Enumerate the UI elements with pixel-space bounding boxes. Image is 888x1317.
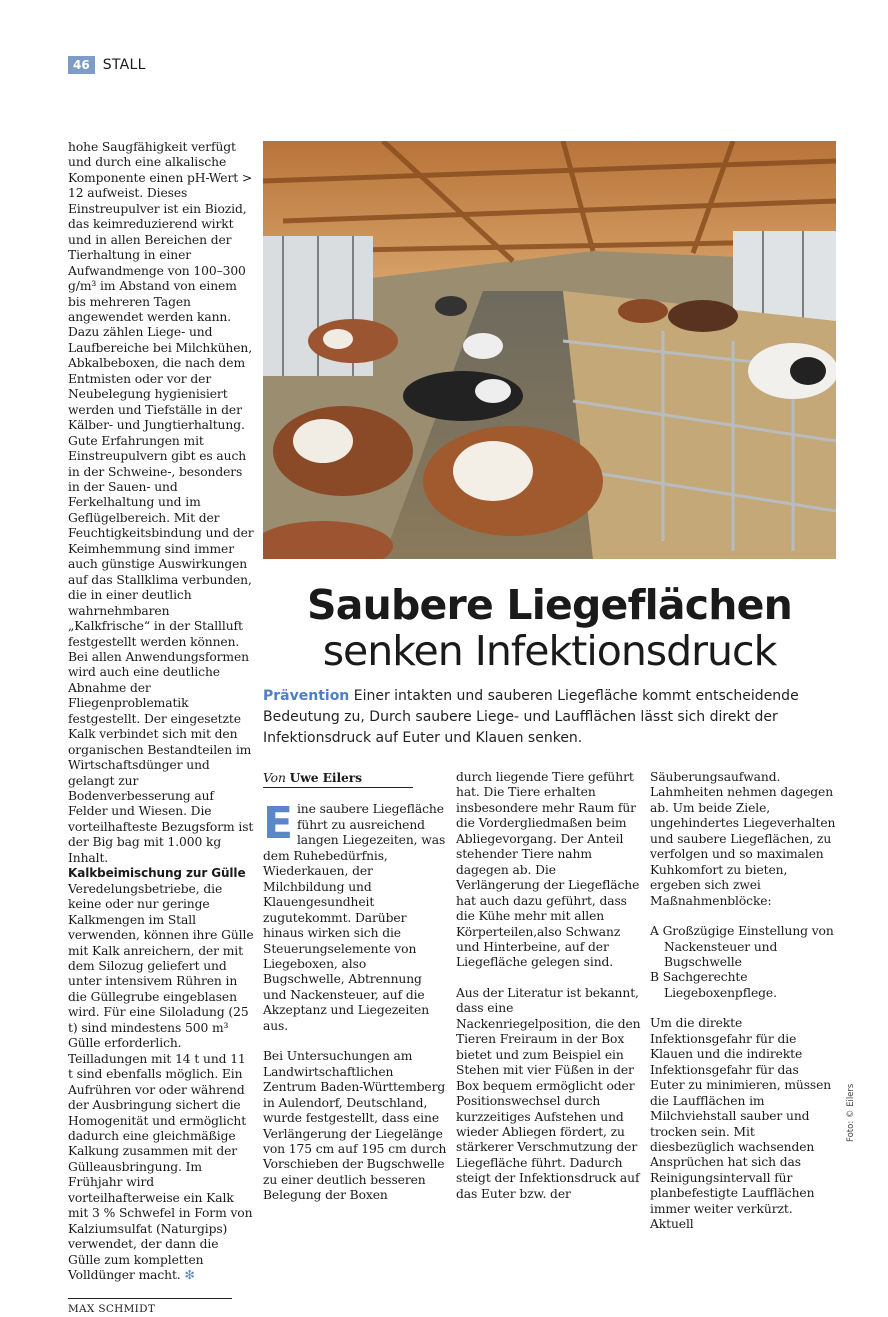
- author-name: Uwe Eilers: [289, 770, 362, 785]
- page-number: 46: [68, 56, 95, 74]
- paragraph: durch liegende Tiere geführt hat. Die Tiere erhalten insbesondere mehr Raum für die Vordergliedmaßen beim Abliegevorgang. Der Anteil stehender Tiere nahm dagegen ab. Die Verlängerung der Liegefläche hat auch dazu geführt, dass die Kühe mehr mit allen Körperteilen,also Schwanz und Hinterbeine, auf der Liegefläche gelegen sind.: [456, 770, 640, 970]
- subheading: Kalkbeimischung zur Gülle: [68, 866, 246, 881]
- lead-paragraph: [263, 686, 836, 749]
- barn-photo: [263, 141, 836, 559]
- text-column-3: [456, 770, 642, 1202]
- text-column-4: [650, 770, 836, 1233]
- paragraph: hohe Saugfähigkeit verfügt und durch eine alkalische Komponente einen pH-Wert > 12 aufweist. Dieses Einstreupulver ist ein Biozid, das keimreduzierend wirkt und in allen Bereichen der Tierhaltung in einer Aufwandmenge von 100–300 g/m³ im Abstand von einem bis mehreren Tagen angewendet werden kann. Dazu zählen Liege- und Laufbereiche bei Milchkühen, Abkalbeboxen, die nach dem Entmisten oder vor der Neubelegung hygienisiert werden und Tiefställe in der Kälber- und Jungtierhaltung. Gute Erfahrungen mit Einstreupulvern gibt es auch in der Schweine-, besonders in der Sauen- und Ferkelhaltung und im Geflügelbereich. Mit der Feuchtigkeitsbindung und der Keimhemmung sind immer auch günstige Auswirkungen auf das Stallklima verbunden, die in einer deutlich wahrnehmbaren „Kalkfrische“ in der Stallluft festgestellt werden können. Bei allen Anwendungsformen wird auch eine deutliche Abnahme der Fliegenproblematik festgestellt. Der eingesetzte Kalk verbindet sich mit den organischen Bestandteilen im Wirtschaftsdünger und gelangt zur Bodenverbesserung auf Felder und Wiesen. Die vorteilhafteste Bezugsform ist der Big bag mit 1.000 kg Inhalt.: [68, 140, 254, 865]
- byline-prefix: Von: [263, 771, 286, 785]
- measures-list: [650, 924, 836, 1001]
- paragraph: Säuberungsaufwand. Lahmheiten nehmen dagegen ab. Um beide Ziele, ungehindertes Liegeverhalten und saubere Liegeflächen, zu verfolgen und so maximalen Kuhkomfort zu bieten, ergeben sich zwei Maßnahmenblöcke:: [650, 770, 836, 908]
- paragraph: Um die direkte Infektionsgefahr für die Klauen und die indirekte Infektionsgefahr für das Euter zu minimieren, müssen die Laufflächen im Milchviehstall sauber und trocken sein. Mit diesbezüglich wachsenden Ansprüchen hat sich das Reinigungsintervall für planbefestigte Laufflächen immer weiter verkürzt. Aktuell: [650, 1016, 832, 1232]
- author-signature: MAX SCHMIDT: [68, 1298, 232, 1317]
- byline: [263, 770, 413, 788]
- text-column-1: [68, 140, 254, 1317]
- paragraph-text: ine saubere Liegefläche führt zu ausreichend langen Liegezeiten, was dem Ruhebedürfnis, Wiederkauen, der Milchbildung und Klauengesundheit zugutekommt. Darüber hinaus wirken sich die Steuerungselemente von Liegeboxen, also Bugschwelle, Abtrennung und Nackensteuer, auf die Akzeptanz und Liegezeiten aus.: [263, 802, 446, 1033]
- list-item: B Sachgerechte Liegeboxenpflege.: [650, 970, 777, 1000]
- cow-barn-image: [263, 141, 836, 559]
- paragraph: Aus der Literatur ist bekannt, dass eine Nackenriegelposition, die den Tieren Freiraum in der Box bietet und zum Beispiel ein Stehen mit vier Füßen in der Box bequem ermöglicht oder Positionswechsel durch kurzzeitiges Aufstehen und wieder Abliegen fördert, zu stärkerer Verschmutzung der Liegefläche führt. Dadurch steigt der Infektionsdruck auf das Euter bzw. der: [456, 985, 641, 1201]
- photo-credit: Foto: © Eilers: [846, 1083, 856, 1142]
- text-column-2: [263, 770, 449, 1204]
- paragraph: Bei Untersuchungen am Landwirtschaftlichen Zentrum Baden-Württemberg in Aulendorf, Deutschland, wurde festgestellt, dass eine Verlängerung der Liegelänge von 175 cm auf 195 cm durch Vorschieben der Bugschwelle zu einer deutlich besseren Belegung der Boxen: [263, 1049, 447, 1203]
- paragraph: [263, 798, 449, 1034]
- lead-kicker: Prävention: [263, 688, 350, 704]
- drop-cap: E: [263, 798, 293, 850]
- paragraph-text: Veredelungsbetriebe, die keine oder nur geringe Kalkmengen im Stall verwenden, können ihre Gülle mit Kalk anreichern, der mit dem Silozug geliefert und unter intensivem Rühren in die Güllegrube eingeblasen wird. Für eine Siloladung (25 t) sind mindestens 500 m³ Gülle erforderlich. Teilladungen mit 14 t und 11 t sind ebenfalls möglich. Ein Aufrühren vor oder während der Ausbringung sichert die Homogenität und ermöglicht dadurch eine gleichmäßige Kalkung zusammen mit der Gülleausbringung. Im Frühjahr wird vorteilhafterweise ein Kalk mit 3 % Schwefel in Form von Kalziumsulfat (Naturgips) verwendet, der dann die Gülle zum kompletten Volldünger macht.: [68, 881, 254, 1283]
- list-item: A Großzügige Einstellung von Nackensteuer und Bugschwelle: [650, 924, 834, 969]
- paragraph: [68, 882, 254, 1284]
- section-label: STALL: [102, 57, 146, 73]
- end-mark-icon: ❇: [184, 1268, 195, 1283]
- headline-line-2: senken Infektionsdruck: [322, 627, 777, 675]
- lead-text: Einer intakten und sauberen Liegefläche kommt entscheidende Bedeutung zu, Durch saubere Liege- und Laufflächen lässt sich direkt der Infektionsdruck auf Euter und Klauen senken.: [263, 688, 799, 746]
- headline-line-1: Saubere Liegeflächen: [306, 581, 793, 629]
- page-header: [68, 56, 146, 74]
